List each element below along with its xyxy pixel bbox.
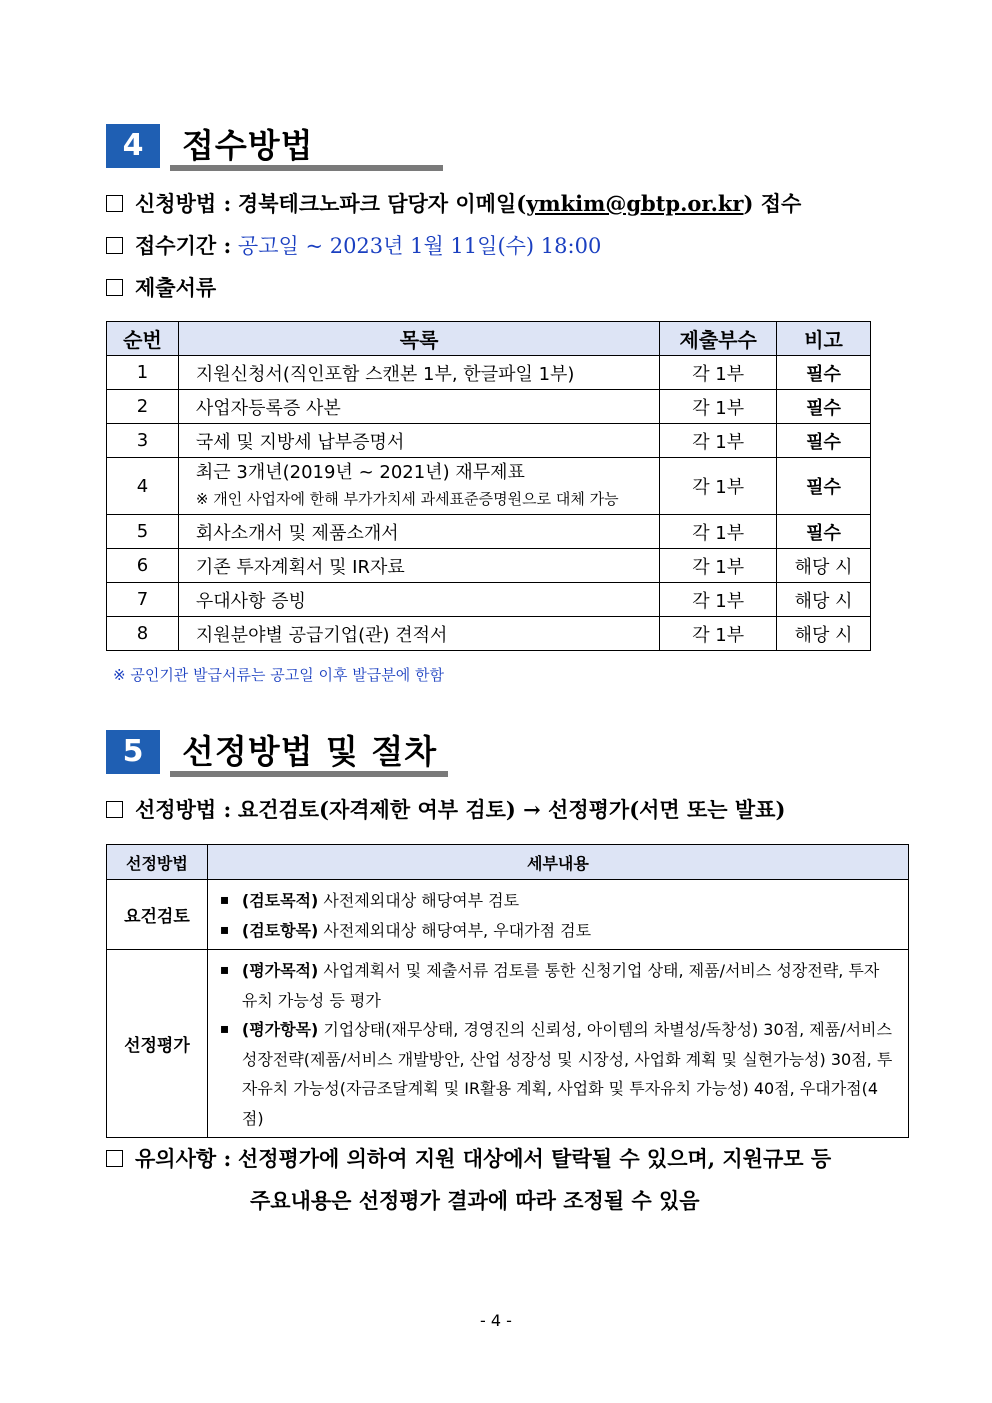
row-item: 국세 및 지방세 납부증명서 [178, 424, 659, 458]
documents-table [106, 321, 871, 651]
section-4-number: 4 [106, 124, 160, 168]
row-details [207, 880, 908, 950]
table-row [107, 549, 871, 583]
row-count: 각 1부 [660, 549, 777, 583]
list-item [220, 916, 894, 946]
table-row [107, 424, 871, 458]
item-tag: (평가목적) [241, 961, 319, 980]
item-tag: (평가항목) [241, 1020, 319, 1039]
row-item: 사업자등록증 사본 [178, 390, 659, 424]
header-count: 제출부수 [660, 322, 777, 356]
apply-period-value: 공고일 ~ 2023년 1월 11일(수) 18:00 [237, 234, 602, 258]
table-header-row [107, 322, 871, 356]
row-item-main: 최근 3개년(2019년 ~ 2021년) 재무제표 [195, 462, 525, 483]
row-no: 7 [107, 583, 179, 617]
row-count: 각 1부 [660, 515, 777, 549]
docs-label: 제출서류 [135, 275, 217, 300]
list-item [220, 886, 894, 916]
row-item: 우대사항 증빙 [178, 583, 659, 617]
item-text: 사전제외대상 해당여부, 우대가점 검토 [318, 920, 592, 940]
section-5-title: 선정방법 및 절차 [182, 732, 438, 771]
apply-method-text: 경북테크노파크 담당자 이메일( [237, 191, 527, 216]
apply-method-line [106, 189, 801, 219]
row-no: 5 [107, 515, 179, 549]
row-item-subnote: ※ 개인 사업자에 한해 부가가치세 과세표준증명원으로 대체 가능 [195, 490, 619, 508]
row-no: 1 [107, 356, 179, 390]
item-text: 기업상태(재무상태, 경영진의 신뢰성, 아이템의 차별성/독창성) 30점, 제품/서비스 성장전략(제품/서비스 개발방안, 산업 성장성 및 시장성, 사업화 계획 및 실현가능성) 30점, 투자유치 가능성(자금조달계획 및 IR활용 계획, 사업화 및 투자유치 가능성) 40점, 우대가점(4점) [241, 1020, 893, 1128]
row-note: 필수 [777, 424, 871, 458]
item-tag: (검토항목) [241, 920, 319, 940]
list-item [220, 1015, 894, 1133]
row-item: 기존 투자계획서 및 IR자료 [178, 549, 659, 583]
row-no: 2 [107, 390, 179, 424]
checkbox-icon [106, 237, 123, 254]
row-no: 3 [107, 424, 179, 458]
checkbox-icon [106, 195, 123, 212]
table-row [107, 583, 871, 617]
row-no: 6 [107, 549, 179, 583]
checkbox-icon [106, 1150, 123, 1167]
header-method: 선정방법 [107, 845, 208, 880]
item-tag: (검토목적) [241, 891, 319, 910]
row-count: 각 1부 [660, 424, 777, 458]
header-no: 순번 [107, 322, 179, 356]
row-method-name: 선정평가 [107, 950, 208, 1138]
row-item: 지원분야별 공급기업(관) 견적서 [178, 617, 659, 651]
apply-period-line [106, 231, 601, 261]
row-item: 회사소개서 및 제품소개서 [178, 515, 659, 549]
row-count: 각 1부 [660, 390, 777, 424]
apply-period-label: 접수기간 : [135, 233, 232, 258]
item-text: 사전제외대상 해당여부 검토 [318, 891, 520, 910]
table-row [107, 356, 871, 390]
header-note: 비고 [777, 322, 871, 356]
row-note: 해당 시 [777, 583, 871, 617]
item-text: 사업계획서 및 제출서류 검토를 통한 신청기업 상태, 제품/서비스 성장전략, 투자유치 가능성 등 평가 [241, 961, 880, 1010]
selection-table [106, 844, 909, 1138]
row-note: 필수 [777, 458, 871, 515]
row-note: 필수 [777, 515, 871, 549]
caution-block [106, 1138, 906, 1222]
table-row [107, 390, 871, 424]
header-detail: 세부내용 [207, 845, 908, 880]
docs-line [106, 273, 216, 303]
table-row [107, 880, 909, 950]
caution-line-2: 주요내용은 선정평가 결과에 따라 조정될 수 있음 [250, 1188, 700, 1213]
section-5-number: 5 [106, 730, 160, 774]
row-note: 해당 시 [777, 549, 871, 583]
row-count: 각 1부 [660, 458, 777, 515]
section-4-title: 접수방법 [182, 126, 314, 165]
selection-method-value: 요건검토(자격제한 여부 검토) → 선정평가(서면 또는 발표) [237, 797, 786, 822]
checkbox-icon [106, 801, 123, 818]
row-count: 각 1부 [660, 356, 777, 390]
checkbox-icon [106, 279, 123, 296]
contact-email-link[interactable]: ymkim@gbtp.or.kr [526, 191, 744, 216]
table-row [107, 458, 871, 515]
row-no: 8 [107, 617, 179, 651]
row-count: 각 1부 [660, 583, 777, 617]
row-item [178, 458, 659, 515]
documents-footnote: ※ 공인기관 발급서류는 공고일 이후 발급분에 한함 [113, 666, 444, 684]
row-count: 각 1부 [660, 617, 777, 651]
row-note: 필수 [777, 390, 871, 424]
caution-label: 유의사항 : [135, 1146, 232, 1171]
row-method-name: 요건검토 [107, 880, 208, 950]
table-row [107, 515, 871, 549]
page-number: - 4 - [480, 1311, 512, 1330]
apply-method-suffix: ) 접수 [743, 191, 802, 216]
selection-method-label: 선정방법 : [135, 797, 232, 822]
selection-method-line [106, 795, 785, 825]
table-row [107, 950, 909, 1138]
table-row [107, 617, 871, 651]
row-item: 지원신청서(직인포함 스캔본 1부, 한글파일 1부) [178, 356, 659, 390]
list-item [220, 956, 894, 1015]
row-note: 해당 시 [777, 617, 871, 651]
row-no: 4 [107, 458, 179, 515]
caution-line-1: 선정평가에 의하여 지원 대상에서 탈락될 수 있으며, 지원규모 등 [237, 1146, 832, 1171]
apply-method-label: 신청방법 : [135, 191, 232, 216]
table-header-row [107, 845, 909, 880]
row-details [207, 950, 908, 1138]
header-item: 목록 [178, 322, 659, 356]
row-note: 필수 [777, 356, 871, 390]
